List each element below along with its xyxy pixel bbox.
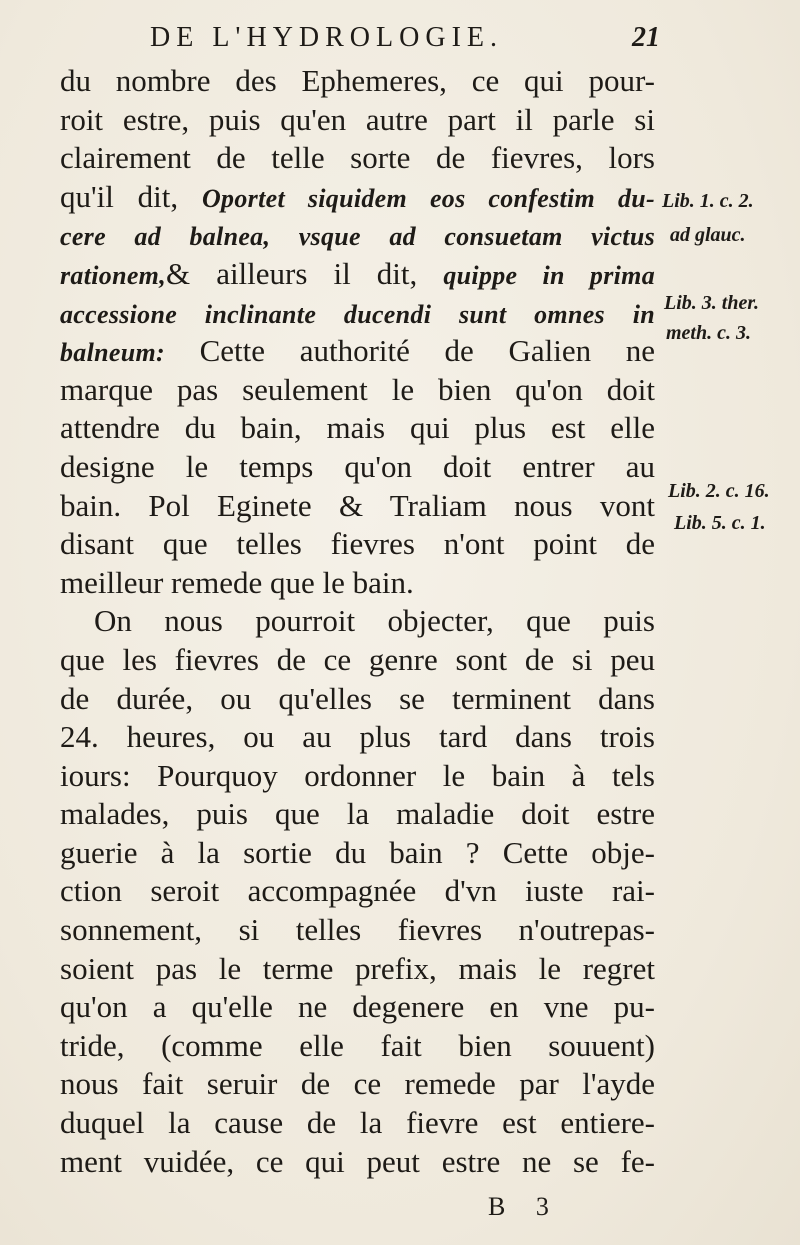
text-line: [60, 795, 655, 834]
text-segment: duquel la cause de la fievre est entiere-: [60, 1105, 655, 1141]
text-line: [60, 1143, 655, 1182]
text-segment: que les fievres de ce genre sont de si peu: [60, 641, 655, 677]
text-segment: & ailleurs il dit,: [166, 255, 444, 291]
text-segment: clairement de telle sorte de fievres, lors: [60, 140, 655, 176]
text-line: [60, 62, 655, 101]
latin-quote: quippe in prima: [443, 260, 655, 290]
latin-quote: accessione inclinante ducendi sunt omnes in: [60, 299, 655, 329]
text-line: [60, 1027, 655, 1066]
text-line: [60, 178, 655, 217]
text-segment: qu'il dit,: [60, 178, 202, 214]
margin-note: meth. c. 3.: [666, 322, 751, 344]
text-line: [60, 448, 655, 487]
latin-quote: cere ad balnea, vsque ad consuetam victus: [60, 222, 655, 252]
text-segment: meilleur remede que le bain.: [60, 564, 414, 600]
text-line: [60, 525, 655, 564]
text-segment: designe le temps qu'on doit entrer au: [60, 448, 655, 484]
text-segment: ment vuidée, ce qui peut estre ne se fe-: [60, 1143, 655, 1179]
text-segment: guerie à la sortie du bain ? Cette obje-: [60, 834, 655, 870]
latin-quote: balneum:: [60, 338, 165, 368]
margin-note: Lib. 5. c. 1.: [674, 512, 766, 534]
text-segment: ction seroit accompagnée d'vn iuste rai-: [60, 873, 655, 909]
text-line: [60, 216, 655, 255]
margin-note: Lib. 1. c. 2.: [662, 190, 754, 212]
text-segment: Cette authorité de Galien ne: [164, 333, 655, 369]
text-segment: iours: Pourquoy ordonner le bain à tels: [60, 757, 655, 793]
text-segment: 24. heures, ou au plus tard dans trois: [60, 719, 655, 755]
text-line: [60, 641, 655, 680]
text-line: [60, 602, 655, 641]
text-segment: nous fait seruir de ce remede par l'ayde: [60, 1066, 655, 1102]
text-line: [60, 371, 655, 410]
margin-note: Lib. 3. ther.: [664, 292, 760, 314]
text-segment: attendre du bain, mais qui plus est elle: [60, 410, 655, 446]
page-number: 21: [632, 22, 660, 53]
text-line: [60, 872, 655, 911]
text-segment: disant que telles fievres n'ont point de: [60, 526, 655, 562]
margin-note: Lib. 2. c. 16.: [668, 480, 770, 502]
text-line: [60, 101, 655, 140]
text-segment: bain. Pol Eginete & Traliam nous vont: [60, 487, 655, 523]
text-line: [60, 487, 655, 526]
text-line: [60, 1065, 655, 1104]
text-line: [60, 332, 655, 371]
text-segment: On nous pourroit objecter, que puis: [94, 603, 655, 639]
text-segment: marque pas seulement le bien qu'on doit: [60, 371, 655, 407]
latin-quote: rationem,: [60, 260, 166, 290]
text-segment: roit estre, puis qu'en autre part il parle si: [60, 101, 655, 137]
text-line: [60, 718, 655, 757]
text-line: [60, 911, 655, 950]
text-line: [60, 409, 655, 448]
body-text: [60, 62, 655, 1181]
text-line: [60, 950, 655, 989]
latin-quote: Oportet siquidem eos confestim du-: [201, 183, 655, 213]
page-header: [150, 22, 660, 62]
text-segment: qu'on a qu'elle ne degenere en vne pu-: [60, 989, 655, 1025]
text-line: [60, 988, 655, 1027]
text-line: [60, 757, 655, 796]
running-head: DE L'HYDROLOGIE.: [150, 22, 504, 53]
text-segment: soient pas le terme prefix, mais le regret: [60, 950, 655, 986]
text-line: [60, 1104, 655, 1143]
text-segment: tride, (comme elle fait bien souuent): [60, 1027, 655, 1063]
text-segment: sonnement, si telles fievres n'outrepas-: [60, 912, 655, 948]
signature-mark: B 3: [488, 1192, 561, 1221]
text-line: [60, 139, 655, 178]
text-line: [60, 294, 655, 333]
text-segment: de durée, ou qu'elles se terminent dans: [60, 680, 655, 716]
text-segment: du nombre des Ephemeres, ce qui pour-: [60, 63, 655, 98]
margin-note: ad glauc.: [670, 224, 746, 246]
text-line: [60, 680, 655, 719]
text-line: [60, 564, 655, 603]
text-segment: malades, puis que la maladie doit estre: [60, 796, 655, 832]
text-line: [60, 255, 655, 294]
text-line: [60, 834, 655, 873]
